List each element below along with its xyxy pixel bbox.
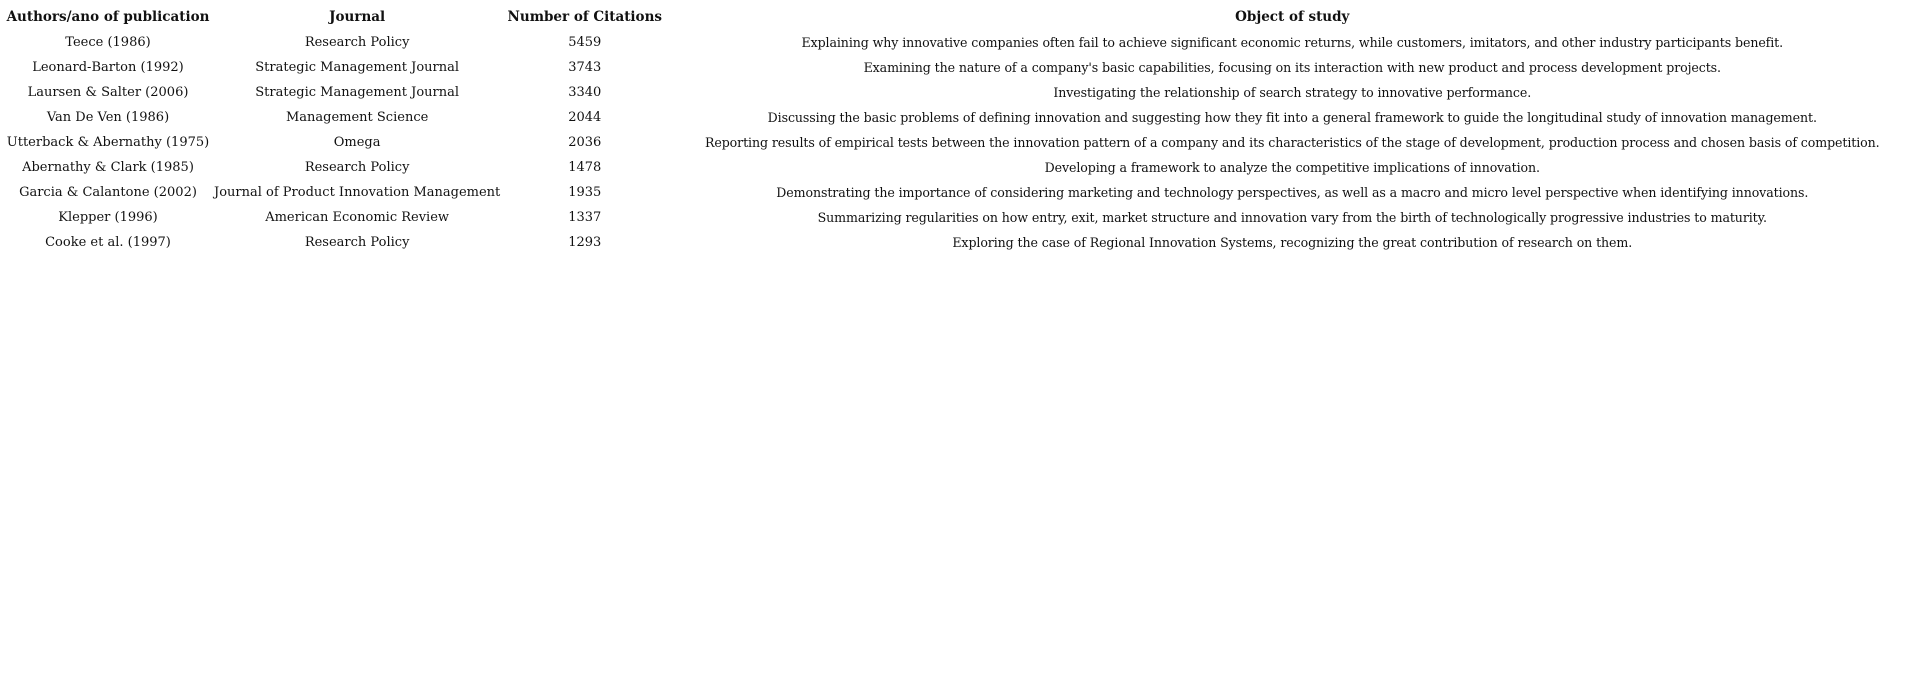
cell-citations: 5459	[568, 35, 602, 50]
cell-object: Investigating the relationship of search strategy to innovative performance.	[1053, 85, 1532, 100]
cell-authors: Utterback & Abernathy (1975)	[6, 135, 210, 150]
table-row	[4, 55, 1917, 80]
table-row	[4, 230, 1917, 255]
cell-authors: Garcia & Calantone (2002)	[19, 185, 197, 200]
cell-journal: Research Policy	[304, 160, 410, 175]
table-row	[4, 30, 1917, 55]
table-row	[4, 105, 1917, 130]
cell-object: Developing a framework to analyze the competitive implications of innovation.	[1044, 160, 1540, 175]
cell-object: Demonstrating the importance of considering marketing and technology perspectives, as well as a macro and micro level perspective when identifying innovations.	[776, 185, 1809, 200]
header-object: Object of study	[1235, 9, 1350, 25]
cell-citations: 1935	[568, 185, 602, 200]
document-sheet	[4, 5, 1917, 255]
cell-citations: 2044	[568, 110, 602, 125]
cell-journal: Omega	[333, 135, 381, 150]
cell-authors: Van De Ven (1986)	[46, 110, 170, 125]
header-row	[4, 5, 1917, 30]
cell-citations: 3340	[568, 85, 602, 100]
cell-object: Discussing the basic problems of defining innovation and suggesting how they fit into a general framework to guide the longitudinal study of innovation management.	[767, 110, 1817, 125]
header-journal: Journal	[329, 9, 386, 25]
cell-citations: 1478	[568, 160, 602, 175]
cell-authors: Teece (1986)	[65, 35, 151, 50]
table-header	[4, 5, 1917, 30]
table-row	[4, 130, 1917, 155]
cell-authors: Leonard-Barton (1992)	[32, 60, 184, 75]
cell-citations: 1293	[568, 235, 602, 250]
cell-object: Reporting results of empirical tests between the innovation pattern of a company and its characteristics of the stage of development, production process and chosen basis of competition.	[704, 135, 1880, 150]
table-row	[4, 155, 1917, 180]
table-row	[4, 205, 1917, 230]
cell-authors: Laursen & Salter (2006)	[27, 85, 189, 100]
cell-authors: Abernathy & Clark (1985)	[22, 160, 194, 175]
cell-journal: Management Science	[285, 110, 429, 125]
cell-journal: Journal of Product Innovation Management	[214, 185, 501, 200]
cell-journal: Strategic Management Journal	[255, 60, 460, 75]
cell-authors: Klepper (1996)	[58, 210, 158, 225]
cell-journal: Research Policy	[304, 235, 410, 250]
cell-object: Exploring the case of Regional Innovation Systems, recognizing the great contribution of research on them.	[952, 235, 1633, 250]
header-authors: Authors/ano of publication	[6, 9, 210, 25]
table-row	[4, 80, 1917, 105]
cell-journal: American Economic Review	[265, 210, 450, 225]
citations-table	[4, 5, 1917, 255]
table-body	[4, 30, 1917, 255]
cell-object: Summarizing regularities on how entry, exit, market structure and innovation vary from the birth of technologically progressive industries to maturity.	[817, 210, 1767, 225]
cell-authors: Cooke et al. (1997)	[45, 235, 171, 250]
cell-object: Examining the nature of a company's basic capabilities, focusing on its interaction with new product and process development projects.	[863, 60, 1721, 75]
cell-journal: Strategic Management Journal	[255, 85, 460, 100]
header-citations: Number of Citations	[507, 9, 662, 25]
cell-citations: 2036	[568, 135, 602, 150]
cell-citations: 3743	[568, 60, 602, 75]
cell-citations: 1337	[568, 210, 602, 225]
table-row	[4, 180, 1917, 205]
cell-journal: Research Policy	[304, 35, 410, 50]
cell-object: Explaining why innovative companies often fail to achieve significant economic returns, while customers, imitators, and other industry participants benefit.	[801, 35, 1784, 50]
